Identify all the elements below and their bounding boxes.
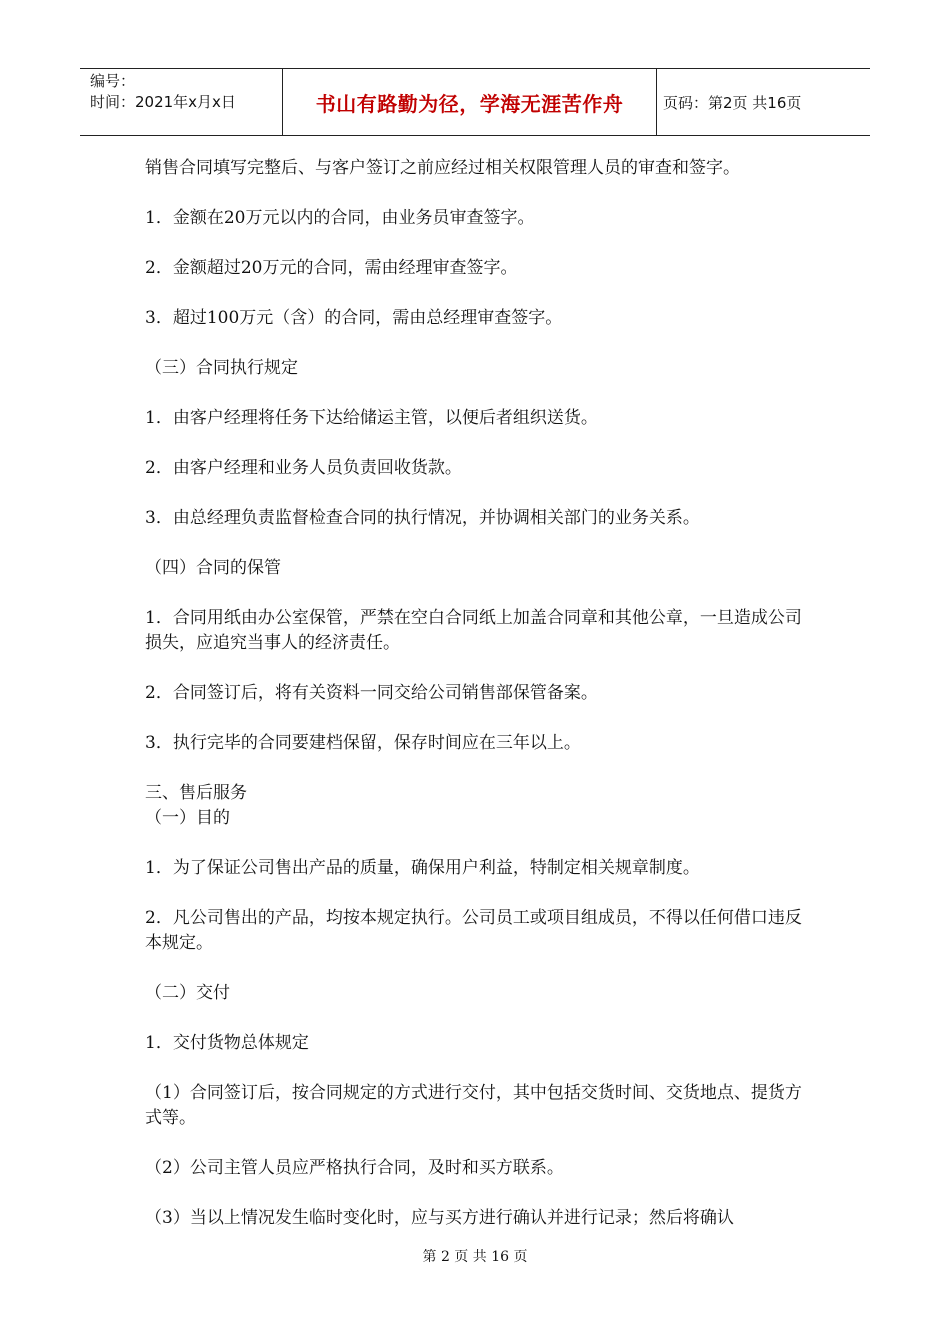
paragraph: 销售合同填写完整后、与客户签订之前应经过相关权限管理人员的审查和签字。: [145, 158, 740, 178]
header-meta: [80, 69, 283, 135]
section-heading: （一）目的: [145, 808, 230, 828]
document-date-label: 时间：2021年x月x日: [90, 93, 236, 111]
paragraph: （1）合同签订后，按合同规定的方式进行交付，其中包括交货时间、交货地点、提货方式等。: [145, 1083, 802, 1128]
document-body: [145, 156, 815, 1256]
paragraph: 3．执行完毕的合同要建档保留，保存时间应在三年以上。: [145, 733, 581, 753]
paragraph: 2．由客户经理和业务人员负责回收货款。: [145, 458, 462, 478]
header-page-info: 页码：第2页 共16页: [663, 93, 802, 112]
paragraph: 2．金额超过20万元的合同，需由经理审查签字。: [145, 258, 518, 278]
section-heading: （三）合同执行规定: [145, 358, 298, 378]
paragraph: 1．由客户经理将任务下达给储运主管，以便后者组织送货。: [145, 408, 598, 428]
paragraph: 1．交付货物总体规定: [145, 1033, 309, 1053]
paragraph: 2．凡公司售出的产品，均按本规定执行。公司员工或项目组成员，不得以任何借口违反本规定。: [145, 908, 802, 953]
header-motto: 书山有路勤为径，学海无涯苦作舟: [283, 69, 657, 135]
paragraph: （2）公司主管人员应严格执行合同，及时和买方联系。: [145, 1158, 564, 1178]
paragraph: 2．合同签订后，将有关资料一同交给公司销售部保管备案。: [145, 683, 598, 703]
document-number-label: 编号：: [90, 72, 136, 90]
section-heading: （四）合同的保管: [145, 558, 281, 578]
page-header: [80, 68, 870, 136]
paragraph: 1．合同用纸由办公室保管，严禁在空白合同纸上加盖合同章和其他公章，一旦造成公司损失，应追究当事人的经济责任。: [145, 608, 802, 653]
paragraph: （3）当以上情况发生临时变化时，应与买方进行确认并进行记录；然后将确认: [145, 1208, 734, 1228]
section-heading: （二）交付: [145, 983, 230, 1003]
paragraph: 1．金额在20万元以内的合同，由业务员审查签字。: [145, 208, 535, 228]
paragraph: 3．超过100万元（含）的合同，需由总经理审查签字。: [145, 308, 563, 328]
chapter-heading: 三、售后服务: [145, 783, 247, 803]
paragraph: 1．为了保证公司售出产品的质量，确保用户利益，特制定相关规章制度。: [145, 858, 700, 878]
paragraph: 3．由总经理负责监督检查合同的执行情况，并协调相关部门的业务关系。: [145, 508, 700, 528]
page-footer: 第 2 页 共 16 页: [422, 1249, 528, 1265]
